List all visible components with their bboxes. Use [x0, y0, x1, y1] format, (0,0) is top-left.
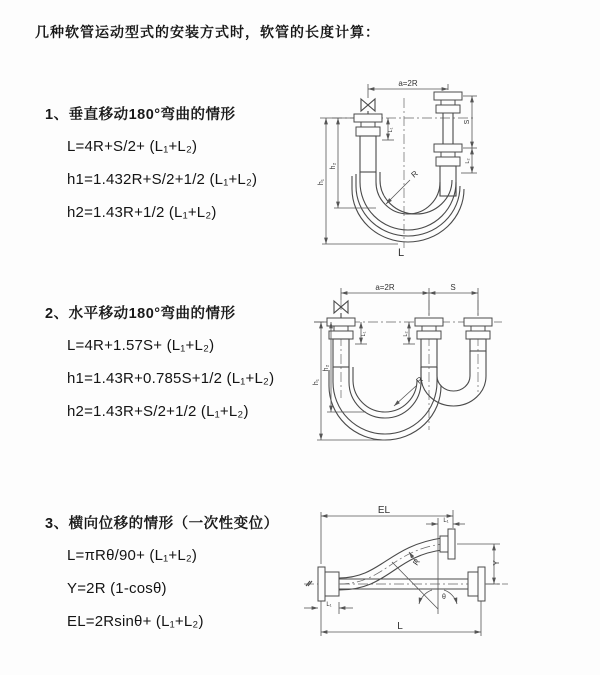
centerline-break-mark — [306, 581, 312, 586]
section-2-formula-h2: h2=1.43R+S/2+1/2 (L₁+L₂) — [67, 403, 249, 420]
section-1-formula-h2: h2=1.43R+1/2 (L₁+L₂) — [67, 204, 217, 221]
section-1-heading: 1、垂直移动180°弯曲的情形 — [45, 107, 236, 123]
section-1-formula-L: L=4R+S/2+ (L₁+L₂) — [67, 138, 198, 155]
dim-label-h-outer: h₁ — [313, 378, 320, 386]
dim-label-radius: R — [414, 374, 425, 386]
dim-label-el: EL — [377, 505, 391, 516]
s-curved-hose — [339, 538, 442, 590]
diagram-vertical-180-bend — [306, 76, 598, 258]
diagram-horizontal-180-bend — [306, 280, 598, 456]
right-flange-connector-lower — [434, 144, 462, 196]
section-3-formula-L: L=πRθ/90+ (L₁+L₂) — [67, 547, 198, 564]
u-shaped-hose-shifted — [421, 351, 486, 406]
braided-hose-section — [440, 166, 456, 196]
section-2-formula-h1: h1=1.43R+0.785S+1/2 (L₁+L₂) — [67, 370, 275, 387]
page-title: 几种软管运动型式的安装方式时，软管的长度计算： — [35, 24, 380, 40]
dim-label-end-left: L₁ — [388, 127, 394, 133]
u-shaped-hose-deep — [329, 367, 441, 440]
left-flange-connector — [354, 114, 382, 172]
radius-leader — [386, 180, 410, 204]
section-3-formula-Y: Y=2R (1-cosθ) — [67, 580, 167, 597]
dim-label-h-outer: h₁ — [318, 178, 325, 186]
dim-label-stroke: S — [464, 119, 471, 125]
dim-label-h-inner: h₂ — [323, 364, 330, 372]
section-1-formula-h1: h1=1.432R+S/2+1/2 (L₁+L₂) — [67, 171, 258, 188]
dim-label-radius: R — [411, 557, 422, 568]
dim-label-end-left: L₁ — [361, 331, 367, 337]
section-2-formula-L: L=4R+1.57S+ (L₁+L₂) — [67, 337, 215, 354]
dim-label-stroke: S — [450, 283, 456, 292]
section-2-heading: 2、水平移动180°弯曲的情形 — [45, 306, 236, 322]
section-vertical-movement — [45, 97, 257, 229]
section-lateral-displacement — [45, 506, 279, 638]
dim-label-length: L — [397, 621, 403, 632]
dim-label-length: L — [397, 247, 405, 258]
dim-label-y: Y — [492, 560, 501, 566]
right-flange-connector — [464, 318, 492, 351]
displaced-upper-flange — [440, 529, 455, 559]
angle-arc-right — [444, 590, 457, 604]
left-flange-connector — [318, 567, 339, 601]
dim-label-end-mid: L₂ — [403, 331, 409, 337]
dim-label-radius: R — [409, 168, 420, 180]
section-3-heading: 3、横向位移的情形（一次性变位） — [45, 516, 279, 532]
dim-label-l1-top: L₁ — [443, 518, 449, 524]
dim-label-angle: θ — [442, 594, 446, 601]
radius-construction-line — [392, 562, 438, 609]
section-3-formula-EL: EL=2Rsinθ+ (L₁+L₂) — [67, 613, 204, 630]
dim-label-end-right: L₂ — [465, 158, 471, 164]
dim-label-width: a=2R — [375, 283, 395, 292]
diagram-lateral-displacement — [296, 502, 598, 644]
section-horizontal-movement — [45, 296, 274, 428]
dim-label-l1-bottom: L₁ — [326, 602, 332, 608]
dim-label-width: a=2R — [398, 79, 418, 88]
dim-label-h-inner: h₂ — [330, 162, 337, 170]
braided-hose-section — [360, 136, 376, 172]
valve-icon — [361, 99, 375, 111]
